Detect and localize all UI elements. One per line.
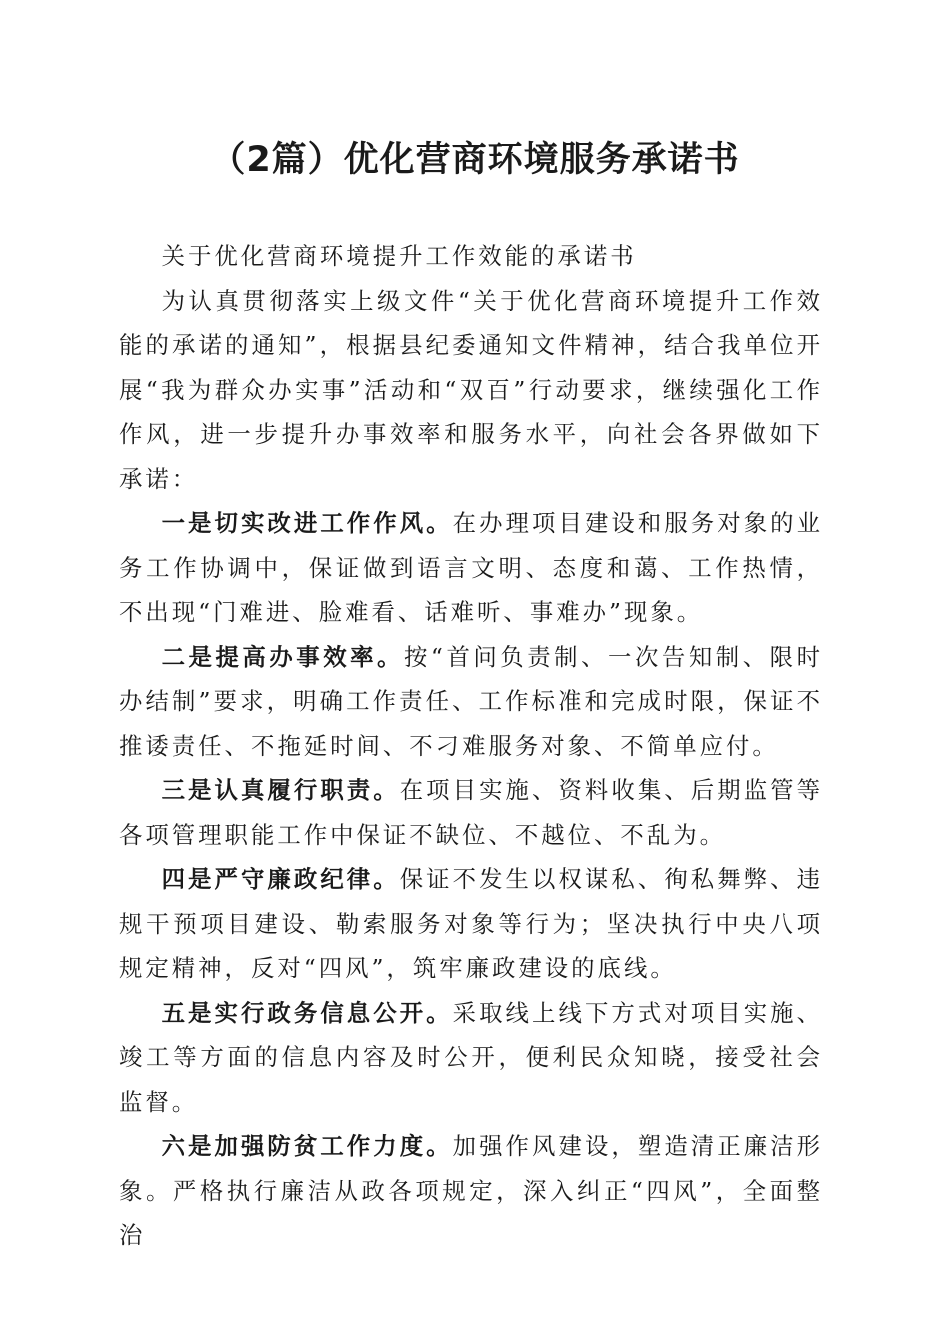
commitment-item-2 bbox=[119, 635, 823, 769]
commitment-text: 加强作风建设，塑造清正廉洁形象。严格执行廉洁从政各项规定，深入纠正“四风”，全面整治 bbox=[119, 1132, 824, 1249]
commitment-lead: 二是提高办事效率。 bbox=[161, 642, 404, 671]
commitment-text: 采取线上线下方式对项目实施、竣工等方面的信息内容及时公开，便利民众知晓，接受社会监督。 bbox=[119, 998, 824, 1116]
commitment-item-6 bbox=[119, 1124, 823, 1258]
commitment-lead: 五是实行政务信息公开。 bbox=[161, 998, 453, 1027]
commitment-item-5 bbox=[119, 991, 823, 1125]
document-subtitle: 关于优化营商环境提升工作效能的承诺书 bbox=[161, 242, 637, 270]
commitment-text: 保证不发生以权谋私、徇私舞弊、违规干预项目建设、勒索服务对象等行为；坚决执行中央八项规定精神，反对“四风”，筑牢廉政建设的底线。 bbox=[119, 865, 824, 982]
commitment-text: 按“首问负责制、一次告知制、限时办结制”要求，明确工作责任、工作标准和完成时限，保证不推诿责任、不拖延时间、不刁难服务对象、不简单应付。 bbox=[119, 642, 823, 760]
commitment-lead: 六是加强防贫工作力度。 bbox=[161, 1132, 453, 1160]
commitment-item-3 bbox=[119, 768, 823, 857]
commitment-lead: 四是严守廉政纪律。 bbox=[161, 865, 400, 893]
commitment-text: 在办理项目建设和服务对象的业务工作协调中，保证做到语言文明、态度和蔼、工作热情，不出现“门难进、脸难看、话难听、事难办”现象。 bbox=[119, 509, 824, 626]
document-title: （2篇）优化营商环境服务承诺书 bbox=[210, 140, 740, 180]
commitment-lead: 一是切实改进工作作风。 bbox=[161, 509, 453, 537]
document-body bbox=[119, 234, 823, 1258]
commitment-lead: 三是认真履行职责。 bbox=[161, 776, 400, 804]
commitment-item-1 bbox=[119, 501, 823, 635]
commitment-item-4 bbox=[119, 857, 823, 991]
intro-paragraph: 为认真贯彻落实上级文件“关于优化营商环境提升工作效能的承诺的通知”，根据县纪委通知文件精神，结合我单位开展“我为群众办实事”活动和“双百”行动要求，继续强化工作作风，进一步提升办事效率和服务水平，向社会各界做如下承诺： bbox=[119, 286, 823, 493]
commitment-text: 在项目实施、资料收集、后期监管等各项管理职能工作中保证不缺位、不越位、不乱为。 bbox=[119, 776, 824, 849]
